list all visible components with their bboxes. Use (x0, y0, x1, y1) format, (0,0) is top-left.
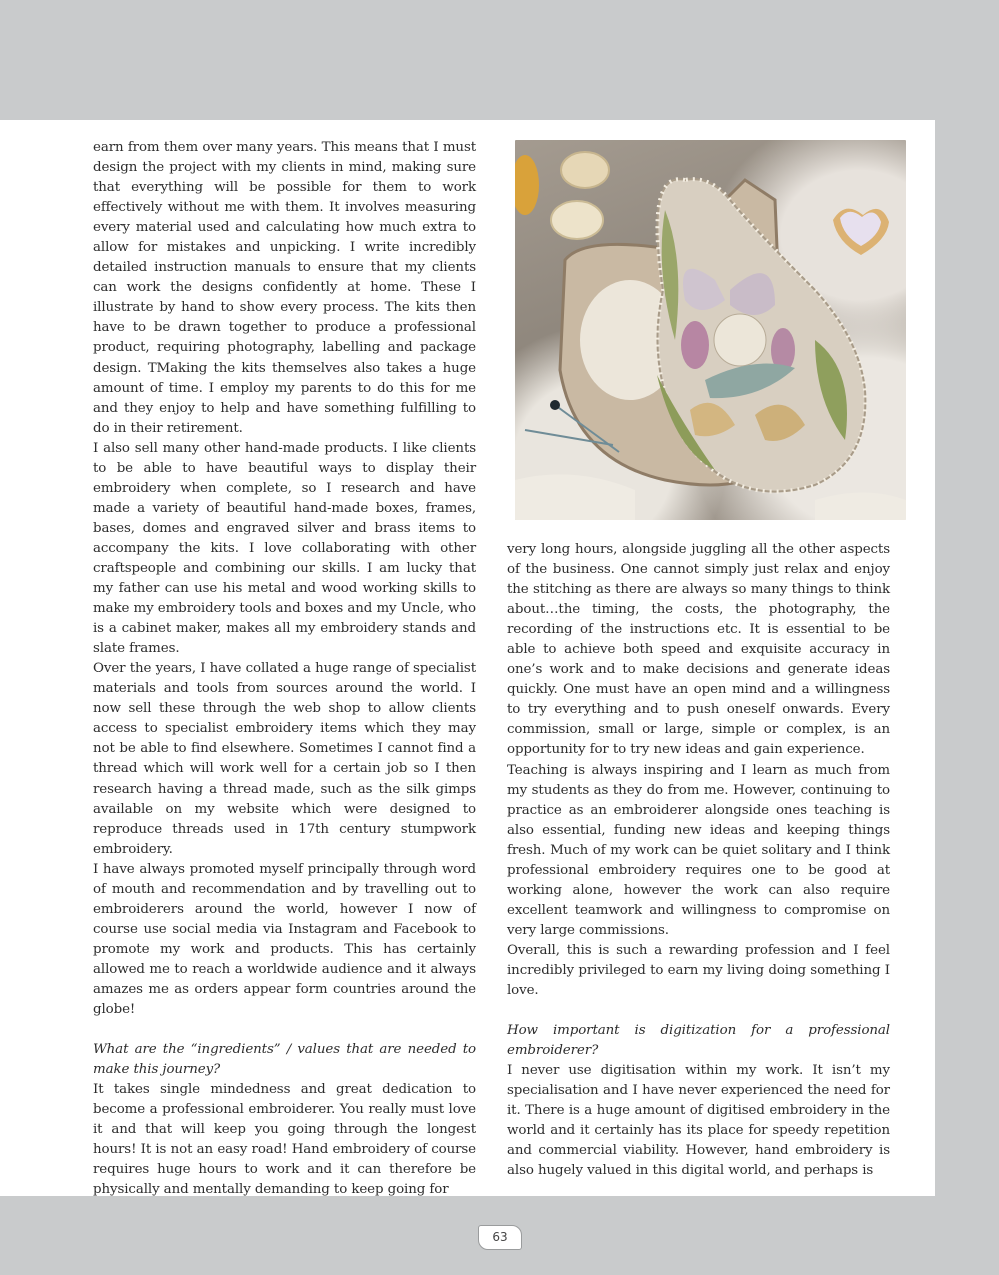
body-paragraph: earn from them over many years. This means that I must design the project with my clients in mind, making sure that everything will be possible for them to work effectively without me with them. It involves measuring every material used and calculating how much extra to allow for mistakes and unpicking. I write incredibly detailed instruction manuals to ensure that my clients can work the designs confidently at home. These I illustrate by hand to show every process. The kits then have to be drawn together to produce a professional product, requiring photography, labelling and package design. TMaking the kits themselves also takes a huge amount of time. I employ my parents to do this for me and they enjoy to help and have something fulfilling to do in their retirement. (93, 140, 476, 436)
left-column (93, 138, 476, 1200)
body-paragraph: I never use digitisation within my work. It isn’t my specialisation and I have never experienced the need for it. There is a huge amount of digitised embroidery in the world and it certainly has its place for speedy repetition and commercial viability. However, hand embroidery is also hugely valued in this digital world, and perhaps is (507, 1063, 890, 1179)
body-paragraph: I have always promoted myself principally through word of mouth and recommendation and by travelling out to embroiderers around the world, however I now of course use social media via Instagram and Facebook to promote my work and products. This has certainly allowed me to reach a worldwide audience and it always amazes me as orders appear form countries around the globe! (93, 861, 476, 1018)
page-number: 63 (478, 1225, 522, 1250)
embroidery-photo (515, 140, 906, 520)
body-paragraph: Over the years, I have collated a huge range of specialist materials and tools from sources around the world. I now sell these through the web shop to allow clients access to specialist embroidery items which they may not be able to find elsewhere. Sometimes I cannot find a thread which will work well for a certain job so I then research having a thread made, such as the silk gimps available on my website which were designed to reproduce threads used in 17th century stumpwork embroidery. (93, 661, 476, 857)
right-column (507, 540, 890, 1181)
body-paragraph: I also sell many other hand-made products. I like clients to be able to have beautiful ways to display their embroidery when complete, so I research and have made a variety of beautiful hand-made boxes, frames, bases, domes and engraved silver and brass items to accompany the kits. I love collaborating with other craftspeople and combining our skills. I am lucky that my father can use his metal and wood working skills to make my embroidery tools and boxes and my Uncle, who is a cabinet maker, makes all my embroidery stands and slate frames. (93, 440, 476, 657)
interview-question: How important is digitization for a professional embroiderer? (507, 1023, 890, 1059)
body-paragraph: Teaching is always inspiring and I learn as much from my students as they do from me. However, continuing to practice as an embroiderer alongside ones teaching is also essential, funding new ideas and keeping things fresh. Much of my work can be quiet solitary and I think professional embroidery requires one to be good at working alone, however the work can also require excellent teamwork and willingness to compromise on very large commissions. (507, 762, 890, 938)
embroidery-illustration (515, 140, 906, 520)
body-paragraph: very long hours, alongside juggling all the other aspects of the business. One cannot simply just relax and enjoy the stitching as there are always so many things to think about…the timing, the costs, the photography, the recording of the instructions etc. It is essential to be able to achieve both speed and exquisite accuracy in one’s work and to make decisions and generate ideas quickly. One must have an open mind and a willingness to try everything and to push oneself onwards. Every commission, small or large, simple or complex, is an opportunity for to try new ideas and gain experience. (507, 542, 890, 758)
magazine-page (0, 120, 935, 1196)
body-paragraph: It takes single mindedness and great dedication to become a professional embroiderer. You really must love it and that will keep you going through the longest hours! It is not an easy road! Hand embroidery of course requires huge hours to work and it can therefore be physically and mentally demanding to keep going for (93, 1082, 476, 1198)
body-paragraph: Overall, this is such a rewarding profession and I feel incredibly privileged to earn my living doing something I love. (507, 942, 890, 999)
interview-question: What are the “ingredients” / values that are needed to make this journey? (93, 1042, 476, 1078)
